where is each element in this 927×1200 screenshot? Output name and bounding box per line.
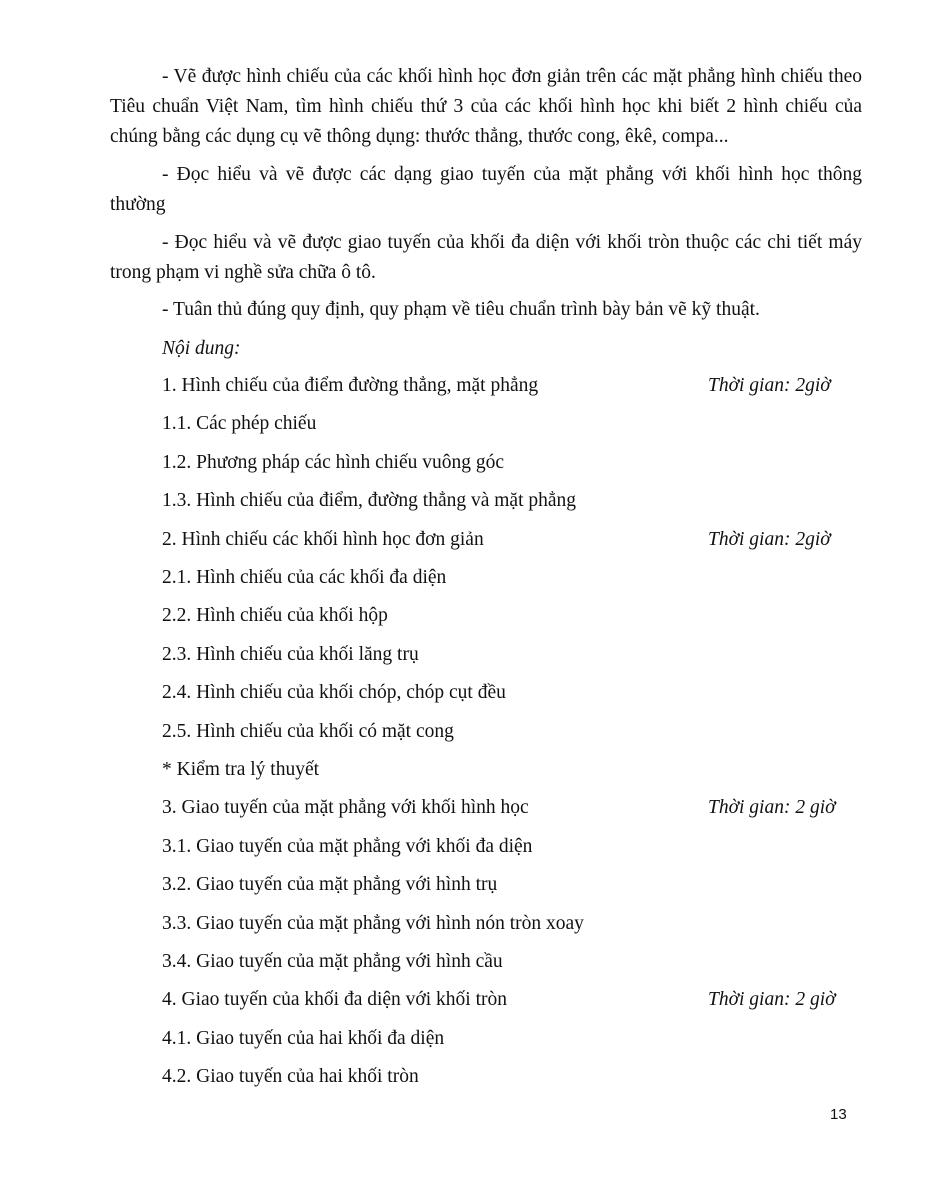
list-item: 3.4. Giao tuyến của mặt phẳng với hình cầu — [162, 951, 503, 972]
list-item: 2. Hình chiếu các khối hình học đơn giản — [162, 528, 484, 550]
list-item: 1.1. Các phép chiếu — [162, 413, 317, 435]
paragraph-objective-2: - Đọc hiểu và vẽ được các dạng giao tuyến của mặt phẳng với khối hình học thông thường — [110, 164, 862, 215]
list-item: 4. Giao tuyến của khối đa diện với khối tròn — [162, 989, 507, 1011]
paragraph-objective-4: - Tuân thủ đúng quy định, quy phạm về tiêu chuẩn trình bày bản vẽ kỹ thuật. — [162, 299, 760, 320]
time-label: Thời gian: 2 giờ — [708, 989, 836, 1011]
list-item: 3.1. Giao tuyến của mặt phẳng với khối đa diện — [162, 835, 533, 857]
list-item: 2.4. Hình chiếu của khối chóp, chóp cụt đều — [162, 682, 506, 704]
list-item: 2.1. Hình chiếu của các khối đa diện — [162, 567, 447, 588]
list-item: 3.2. Giao tuyến của mặt phẳng với hình trụ — [162, 874, 498, 896]
list-item: 4.2. Giao tuyến của hai khối tròn — [162, 1066, 419, 1088]
list-item: 2.2. Hình chiếu của khối hộp — [162, 605, 388, 627]
list-item: 3. Giao tuyến của mặt phẳng với khối hình học — [162, 797, 529, 819]
list-item: 4.1. Giao tuyến của hai khối đa diện — [162, 1027, 445, 1049]
list-item: 3.3. Giao tuyến của mặt phẳng với hình nón tròn xoay — [162, 912, 584, 934]
page-number: 13 — [830, 1106, 847, 1123]
list-item: 1.2. Phương pháp các hình chiếu vuông góc — [162, 451, 505, 473]
time-label: Thời gian: 2 giờ — [708, 797, 836, 819]
list-item: 1. Hình chiếu của điểm đường thẳng, mặt phẳng — [162, 375, 539, 396]
list-item: 2.3. Hình chiếu của khối lăng trụ — [162, 643, 419, 665]
list-item: * Kiểm tra lý thuyết — [162, 759, 320, 780]
time-label: Thời gian: 2giờ — [708, 375, 831, 396]
paragraph-objective-3: - Đọc hiểu và vẽ được giao tuyến của khối đa diện với khối tròn thuộc các chi tiết máy trong phạm vi nghề sửa chữa ô tô. — [110, 232, 862, 283]
list-item: 1.3. Hình chiếu của điểm, đường thẳng và mặt phẳng — [162, 490, 577, 512]
content-heading: Nội dung: — [162, 338, 241, 359]
time-label: Thời gian: 2giờ — [708, 528, 831, 550]
paragraph-objective-1: - Vẽ được hình chiếu của các khối hình học đơn giản trên các mặt phẳng hình chiếu theo Tiêu chuẩn Việt Nam, tìm hình chiếu thứ 3 của các khối hình học khi biết 2 hình chiếu của chúng bằng các dụng cụ vẽ thông dụng: thước thẳng, thước cong, êkê, compa... — [110, 66, 862, 147]
list-item: 2.5. Hình chiếu của khối có mặt cong — [162, 720, 454, 742]
